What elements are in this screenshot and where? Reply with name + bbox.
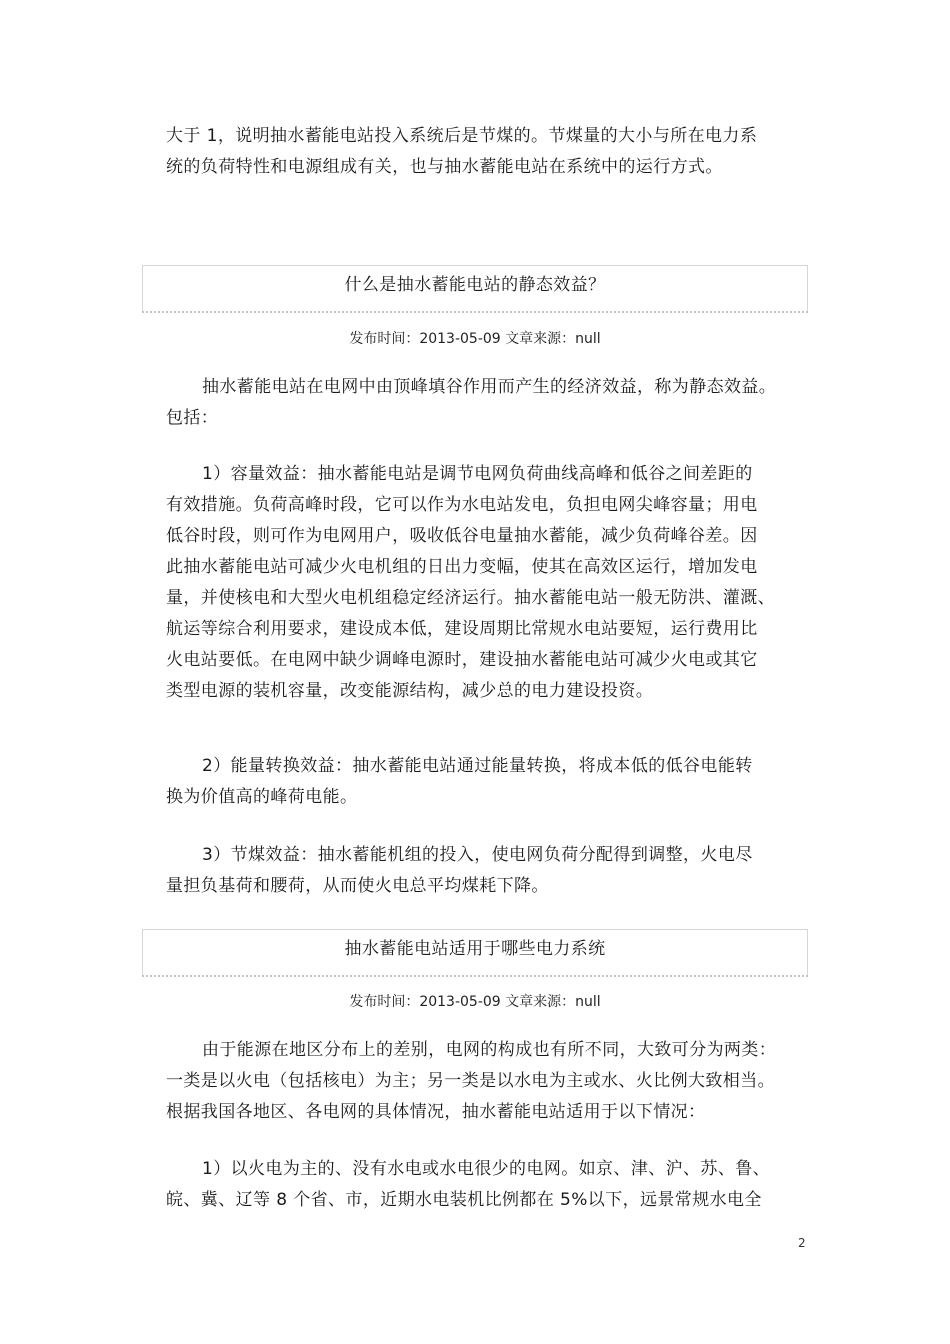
text-line: 统的负荷特性和电源组成有关，也与抽水蓄能电站在系统中的运行方式。 xyxy=(166,157,723,177)
text-line: 皖、冀、辽等 8 个省、市，近期水电装机比例都在 5%以下，远景常规水电全 xyxy=(166,1190,762,1210)
article-title: 抽水蓄能电站适用于哪些电力系统 xyxy=(344,939,606,959)
paragraph xyxy=(166,751,794,813)
text-line: 量，并使核电和大型火电机组稳定经济运行。抽水蓄能电站一般无防洪、灌溉、 xyxy=(166,588,775,608)
text-line: 一类是以火电（包括核电）为主；另一类是以水电为主或水、火比例大致相当。 xyxy=(166,1071,775,1091)
text-line: 类型电源的装机容量，改变能源结构，减少总的电力建设投资。 xyxy=(166,681,654,701)
text-line: 1）容量效益：抽水蓄能电站是调节电网负荷曲线高峰和低谷之间差距的 xyxy=(202,464,753,484)
article-meta: 发布时间：2013-05-09 文章来源：null xyxy=(349,331,601,347)
paragraph xyxy=(166,840,794,902)
article-title: 什么是抽水蓄能电站的静态效益？ xyxy=(344,275,606,295)
text-line: 大于 1，说明抽水蓄能电站投入系统后是节煤的。节煤量的大小与所在电力系 xyxy=(166,126,758,146)
article-title-box xyxy=(142,929,808,975)
text-line: 包括： xyxy=(166,408,219,428)
text-line: 低谷时段，则可作为电网用户，吸收低谷电量抽水蓄能，减少负荷峰谷差。因 xyxy=(166,526,758,546)
text-line: 1）以火电为主的、没有水电或水电很少的电网。如京、津、沪、苏、鲁、 xyxy=(202,1159,771,1179)
page-number: 2 xyxy=(798,1236,806,1250)
paragraph xyxy=(166,1154,794,1216)
text-line: 根据我国各地区、各电网的具体情况，抽水蓄能电站适用于以下情况： xyxy=(166,1102,706,1122)
text-line: 量担负基荷和腰荷，从而使火电总平均煤耗下降。 xyxy=(166,876,549,896)
intro-paragraph xyxy=(166,121,794,183)
text-line: 换为价值高的峰荷电能。 xyxy=(166,787,358,807)
paragraph xyxy=(166,372,794,434)
text-line: 2）能量转换效益：抽水蓄能电站通过能量转换，将成本低的低谷电能转 xyxy=(202,756,753,776)
article-meta: 发布时间：2013-05-09 文章来源：null xyxy=(349,994,601,1010)
paragraph xyxy=(166,459,794,707)
text-line: 有效措施。负荷高峰时段，它可以作为水电站发电，负担电网尖峰容量；用电 xyxy=(166,495,758,515)
paragraph xyxy=(166,1035,794,1128)
text-line: 此抽水蓄能电站可减少火电机组的日出力变幅，使其在高效区运行，增加发电 xyxy=(166,557,758,577)
text-line: 3）节煤效益：抽水蓄能机组的投入，使电网负荷分配得到调整，火电尽 xyxy=(202,845,753,865)
text-line: 抽水蓄能电站在电网中由顶峰填谷作用而产生的经济效益，称为静态效益。 xyxy=(202,377,777,397)
text-line: 由于能源在地区分布上的差别，电网的构成也有所不同，大致可分为两类： xyxy=(202,1040,777,1060)
article-title-box xyxy=(142,265,808,311)
text-line: 航运等综合利用要求，建设成本低，建设周期比常规水电站要短，运行费用比 xyxy=(166,619,758,639)
text-line: 火电站要低。在电网中缺少调峰电源时，建设抽水蓄能电站可减少火电或其它 xyxy=(166,650,758,670)
